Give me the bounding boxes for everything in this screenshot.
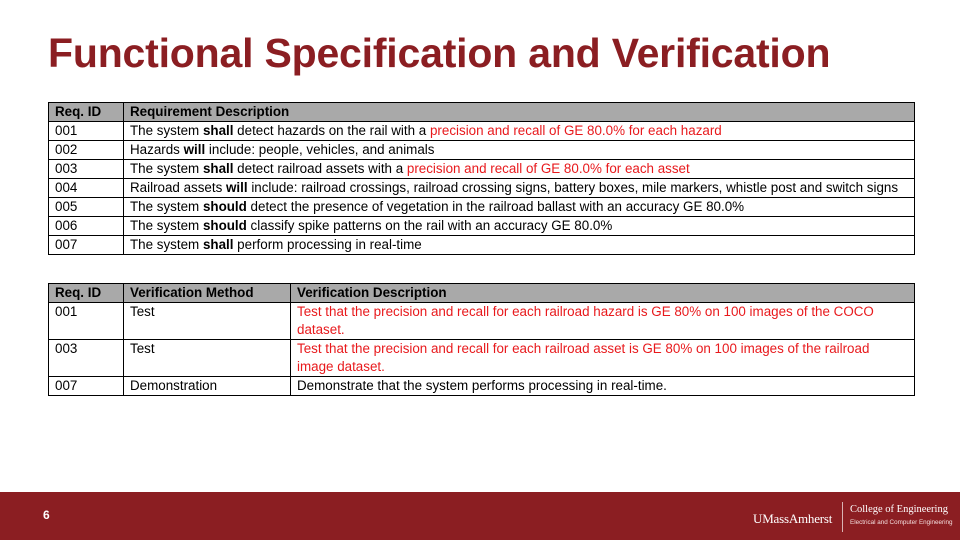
desc-text: The system xyxy=(130,123,203,138)
requirement-row xyxy=(49,179,915,198)
requirement-keyword: will xyxy=(183,142,206,157)
verification-row xyxy=(49,340,915,377)
requirement-row xyxy=(49,198,915,217)
logo-divider xyxy=(842,502,843,532)
requirement-description-header: Requirement Description xyxy=(124,103,915,122)
verification-method-header: Verification Method xyxy=(124,284,291,303)
umass-amherst-logo: UMassAmherst xyxy=(753,511,833,526)
desc-text: detect hazards on the rail with a xyxy=(233,123,430,138)
requirement-keyword: will xyxy=(226,180,248,195)
verification-header-row xyxy=(49,284,915,303)
desc-text: classify spike patterns on the rail with an accuracy GE 80.0% xyxy=(246,218,613,233)
requirement-description-cell xyxy=(124,122,915,141)
req-id-cell: 001 xyxy=(49,122,124,141)
verification-method-cell: Demonstration xyxy=(124,377,291,396)
department-name: Electrical and Computer Engineering xyxy=(850,519,953,526)
verification-description-header: Verification Description xyxy=(291,284,915,303)
requirement-row xyxy=(49,122,915,141)
verification-description-cell: Test that the precision and recall for each railroad asset is GE 80% on 100 images of the railroad image dataset. xyxy=(291,340,915,377)
verification-table xyxy=(48,283,915,396)
requirement-row xyxy=(49,141,915,160)
req-id-cell: 003 xyxy=(49,160,124,179)
desc-text: The system xyxy=(130,199,203,214)
req-id-cell: 007 xyxy=(49,236,124,255)
desc-text: The system xyxy=(130,218,203,233)
requirement-row xyxy=(49,160,915,179)
requirement-description-cell xyxy=(124,217,915,236)
requirements-header-row xyxy=(49,103,915,122)
verification-description-cell: Demonstrate that the system performs processing in real-time. xyxy=(291,377,915,396)
college-name: College of Engineering xyxy=(850,504,948,515)
requirement-keyword: shall xyxy=(202,237,234,252)
desc-text: detect the presence of vegetation in the railroad ballast with an accuracy GE 80.0% xyxy=(246,199,745,214)
requirement-row xyxy=(49,236,915,255)
req-id-header: Req. ID xyxy=(49,284,124,303)
desc-text: Hazards xyxy=(130,142,184,157)
highlighted-criteria: precision and recall of GE 80.0% for each asset xyxy=(406,161,690,176)
verification-row xyxy=(49,377,915,396)
desc-text: include: railroad crossings, railroad crossing signs, battery boxes, mile markers, whistle post and switch signs xyxy=(247,180,899,195)
requirement-description-cell xyxy=(124,160,915,179)
page-number: 6 xyxy=(43,508,50,522)
verification-method-cell: Test xyxy=(124,340,291,377)
desc-text: The system xyxy=(130,237,203,252)
req-id-cell: 005 xyxy=(49,198,124,217)
desc-text: The system xyxy=(130,161,203,176)
verification-row xyxy=(49,303,915,340)
requirement-keyword: shall xyxy=(202,123,234,138)
requirement-description-cell xyxy=(124,141,915,160)
req-id-cell: 004 xyxy=(49,179,124,198)
requirements-table xyxy=(48,102,915,255)
req-id-cell: 002 xyxy=(49,141,124,160)
desc-text: detect railroad assets with a xyxy=(233,161,407,176)
requirement-row xyxy=(49,217,915,236)
verification-method-cell: Test xyxy=(124,303,291,340)
requirement-description-cell xyxy=(124,179,915,198)
req-id-cell: 006 xyxy=(49,217,124,236)
requirement-keyword: should xyxy=(202,199,247,214)
req-id-header: Req. ID xyxy=(49,103,124,122)
requirement-keyword: shall xyxy=(202,161,234,176)
verification-description-cell: Test that the precision and recall for each railroad hazard is GE 80% on 100 images of the COCO dataset. xyxy=(291,303,915,340)
requirement-keyword: should xyxy=(202,218,247,233)
requirement-description-cell xyxy=(124,236,915,255)
desc-text: Railroad assets xyxy=(130,180,227,195)
desc-text: perform processing in real-time xyxy=(233,237,422,252)
req-id-cell: 003 xyxy=(49,340,124,377)
slide-title: Functional Specification and Verification xyxy=(48,30,831,76)
footer-bar xyxy=(0,492,960,540)
requirement-description-cell xyxy=(124,198,915,217)
req-id-cell: 007 xyxy=(49,377,124,396)
desc-text: include: people, vehicles, and animals xyxy=(205,142,435,157)
highlighted-criteria: precision and recall of GE 80.0% for each hazard xyxy=(429,123,722,138)
req-id-cell: 001 xyxy=(49,303,124,340)
